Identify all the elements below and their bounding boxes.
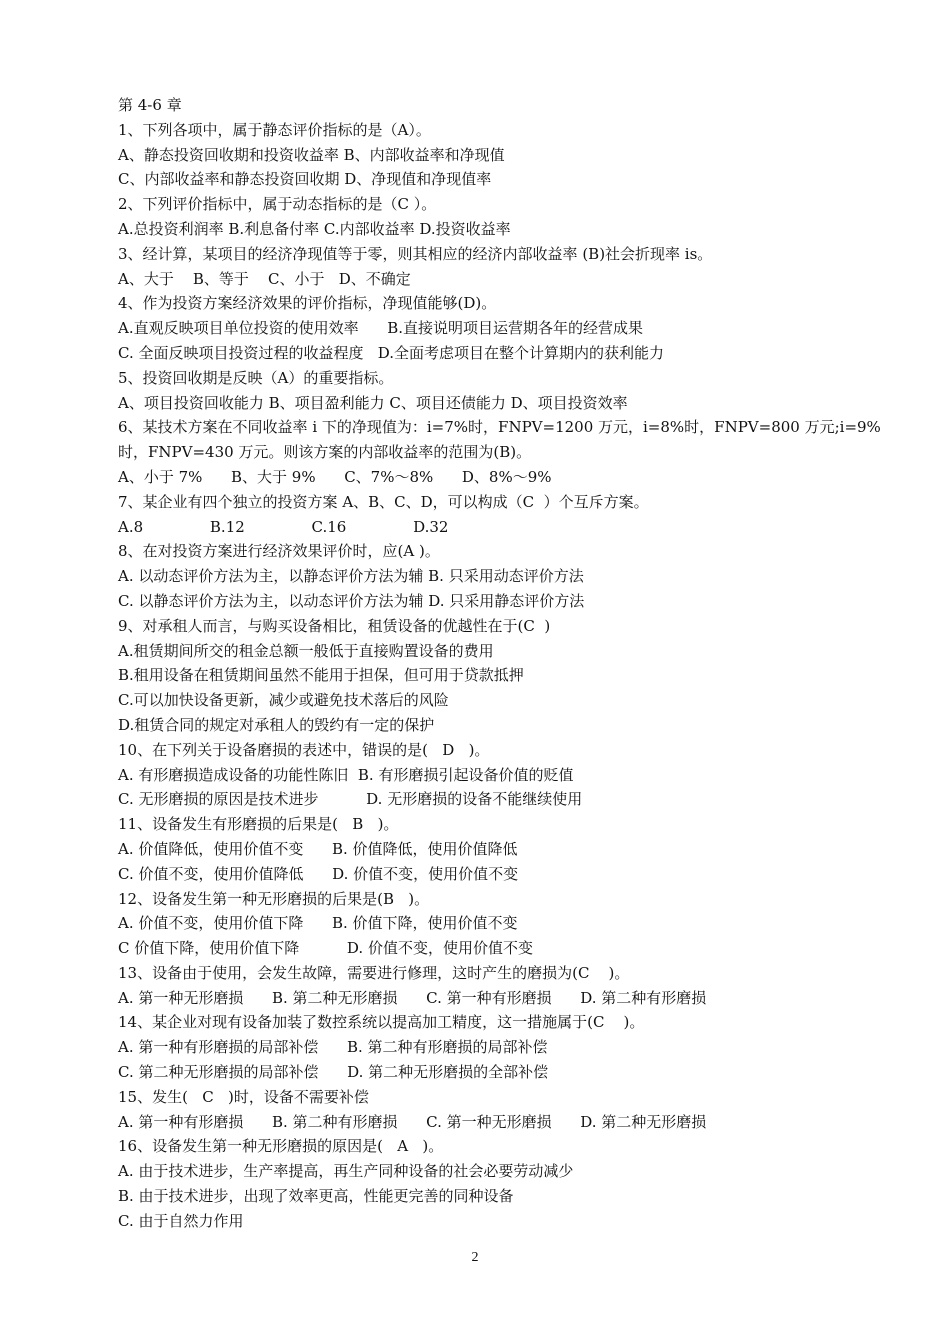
text-line: A. 由于技术进步，生产率提高，再生产同种设备的社会必要劳动减少 <box>118 1162 574 1181</box>
text-line: 时，FNPV=430 万元。则该方案的内部收益率的范围为(B)。 <box>118 443 532 462</box>
text-line: A. 第一种有形磨损的局部补偿 B. 第二种有形磨损的局部补偿 <box>118 1038 548 1057</box>
text-line: C.可以加快设备更新，减少或避免技术落后的风险 <box>118 691 449 710</box>
text-line: 16、设备发生第一种无形磨损的原因是( A )。 <box>118 1137 444 1156</box>
chapter-heading: 第 4-6 章 <box>118 96 182 114</box>
text-line: B.租用设备在租赁期间虽然不能用于担保，但可用于贷款抵押 <box>118 666 524 685</box>
document-body <box>118 93 908 1234</box>
text-line: A. 价值不变，使用价值下降 B. 价值下降，使用价值不变 <box>118 914 518 933</box>
text-line: 15、发生( C )时，设备不需要补偿 <box>118 1087 369 1106</box>
text-line: C、内部收益率和静态投资回收期 D、净现值和净现值率 <box>118 170 492 189</box>
text-line: A.总投资利润率 B.利息备付率 C.内部收益率 D.投资收益率 <box>118 219 511 238</box>
text-line: 9、对承租人而言，与购买设备相比，租赁设备的优越性在于(C ) <box>118 616 551 635</box>
text-line: C. 由于自然力作用 <box>118 1211 244 1230</box>
text-line: A. 以动态评价方法为主，以静态评价方法为辅 B. 只采用动态评价方法 <box>118 567 584 586</box>
text-line: C 价值下降，使用价值下降 D. 价值不变，使用价值不变 <box>118 939 533 958</box>
text-line: 14、某企业对现有设备加装了数控系统以提高加工精度，这一措施属于(C )。 <box>118 1013 645 1032</box>
text-line: A.租赁期间所交的租金总额一般低于直接购置设备的费用 <box>118 641 494 660</box>
text-line: 8、在对投资方案进行经济效果评价时，应(A )。 <box>118 542 440 561</box>
text-line: 12、设备发生第一种无形磨损的后果是(B )。 <box>118 889 430 908</box>
text-line: A. 第一种无形磨损 B. 第二种无形磨损 C. 第一种有形磨损 D. 第二种有形磨损 <box>118 988 707 1007</box>
text-line: C. 以静态评价方法为主，以动态评价方法为辅 D. 只采用静态评价方法 <box>118 591 585 610</box>
text-line: 7、某企业有四个独立的投资方案 A、B、C、D，可以构成（C ）个互斥方案。 <box>118 492 649 511</box>
text-line: C. 第二种无形磨损的局部补偿 D. 第二种无形磨损的全部补偿 <box>118 1063 549 1082</box>
text-line: A、大于 B、等于 C、小于 D、不确定 <box>118 269 411 288</box>
text-line: 10、在下列关于设备磨损的表述中，错误的是( D )。 <box>118 740 490 759</box>
text-line: C. 无形磨损的原因是技术进步 D. 无形磨损的设备不能继续使用 <box>118 790 583 809</box>
text-line: C. 价值不变，使用价值降低 D. 价值不变，使用价值不变 <box>118 864 519 883</box>
text-line: D.租赁合同的规定对承租人的毁约有一定的保护 <box>118 715 435 734</box>
text-line: B. 由于技术进步，出现了效率更高，性能更完善的同种设备 <box>118 1187 514 1206</box>
text-line: 2、下列评价指标中，属于动态指标的是（C ）。 <box>118 195 437 214</box>
text-line: 1、下列各项中，属于静态评价指标的是（A）。 <box>118 120 431 139</box>
text-line: A、项目投资回收能力 B、项目盈利能力 C、项目还债能力 D、项目投资效率 <box>118 393 628 412</box>
text-line: 6、某技术方案在不同收益率 i 下的净现值为：i=7%时，FNPV=1200 万元，i=8%时，FNPV=800 万元;i=9% <box>118 418 881 437</box>
text-line: A. 价值降低，使用价值不变 B. 价值降低，使用价值降低 <box>118 839 518 858</box>
text-line: C. 全面反映项目投资过程的收益程度 D.全面考虑项目在整个计算期内的获利能力 <box>118 343 665 362</box>
text-line: A、小于 7% B、大于 9% C、7%～8% D、8%～9% <box>118 467 552 486</box>
text-line: 5、投资回收期是反映（A）的重要指标。 <box>118 368 394 387</box>
text-line: A、静态投资回收期和投资收益率 B、内部收益率和净现值 <box>118 145 505 164</box>
text-line: A. 有形磨损造成设备的功能性陈旧 B. 有形磨损引起设备价值的贬值 <box>118 765 574 784</box>
text-line: A.8 B.12 C.16 D.32 <box>118 517 449 536</box>
text-line: A.直观反映项目单位投资的使用效率 B.直接说明项目运营期各年的经营成果 <box>118 319 644 338</box>
page-number: 2 <box>471 1250 479 1265</box>
text-line: 13、设备由于使用，会发生故障，需要进行修理，这时产生的磨损为(C )。 <box>118 963 630 982</box>
text-line: 11、设备发生有形磨损的后果是( B )。 <box>118 815 399 834</box>
text-line: 4、作为投资方案经济效果的评价指标，净现值能够(D)。 <box>118 294 497 313</box>
text-line: 3、经计算，某项目的经济净现值等于零，则其相应的经济内部收益率 (B)社会折现率 is。 <box>118 244 713 263</box>
text-line: A. 第一种有形磨损 B. 第二种有形磨损 C. 第一种无形磨损 D. 第二种无形磨损 <box>118 1112 707 1131</box>
